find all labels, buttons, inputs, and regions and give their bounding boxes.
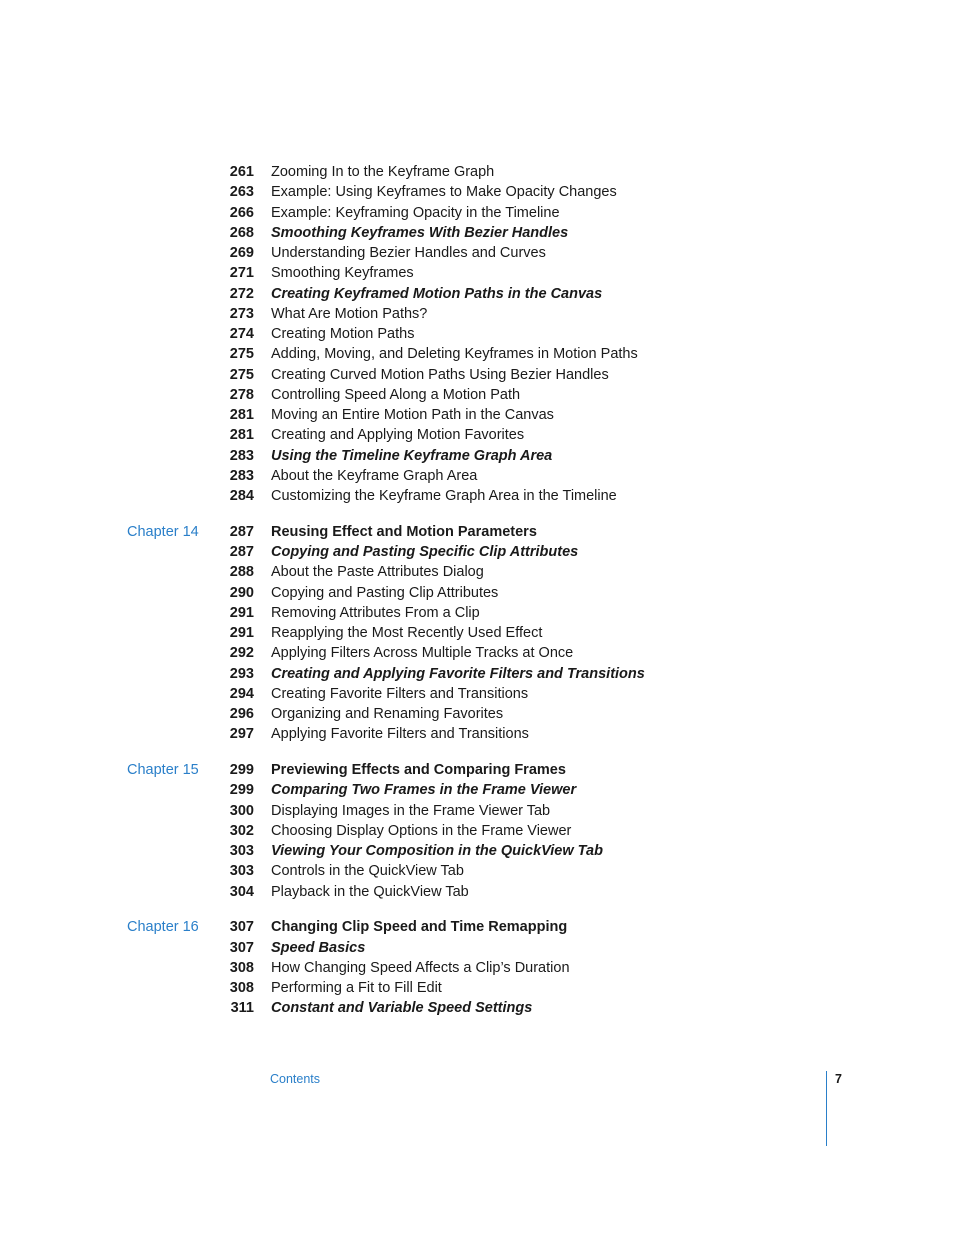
toc-entry-title: Choosing Display Options in the Frame Viewer — [271, 822, 572, 839]
toc-page-number: 287 — [229, 544, 254, 560]
toc-page-number: 307 — [229, 939, 254, 956]
toc-page-number: 299 — [229, 762, 254, 778]
toc-entry-title: Creating Keyframed Motion Paths in the Canvas — [271, 285, 603, 302]
toc-page-number: 304 — [229, 883, 254, 900]
toc-entry[interactable] — [0, 223, 954, 243]
toc-entry-title: Comparing Two Frames in the Frame Viewer — [271, 782, 577, 799]
group-spacer — [0, 506, 954, 522]
toc-entry-title: Creating Curved Motion Paths Using Bezier Handles — [271, 366, 609, 383]
toc-page-number: 275 — [229, 346, 254, 363]
toc-entry-title: Speed Basics — [271, 939, 366, 956]
toc-page-number: 283 — [229, 447, 254, 464]
toc-page-number: 290 — [229, 584, 254, 601]
toc-entry[interactable] — [0, 522, 954, 542]
toc-entry-title: Adding, Moving, and Deleting Keyframes in Motion Paths — [271, 346, 638, 363]
toc-entry-title: Controls in the QuickView Tab — [271, 863, 464, 880]
toc-page-number: 284 — [229, 488, 254, 504]
toc-entry-title: Reusing Effect and Motion Parameters — [271, 523, 537, 540]
toc-entry-title: Customizing the Keyframe Graph Area in the Timeline — [271, 488, 617, 504]
toc-entry[interactable] — [0, 583, 954, 603]
toc-entry[interactable] — [0, 998, 954, 1018]
toc-entry-title: Understanding Bezier Handles and Curves — [271, 245, 546, 261]
toc-entry-title: Performing a Fit to Fill Edit — [271, 980, 442, 996]
toc-entry[interactable] — [0, 324, 954, 344]
toc-page-number: 281 — [229, 407, 254, 423]
toc-entry[interactable] — [0, 542, 954, 562]
toc-entry-title: Organizing and Renaming Favorites — [271, 706, 504, 722]
toc-entry[interactable] — [0, 917, 954, 937]
toc-entry-title: Example: Keyframing Opacity in the Timeline — [271, 204, 560, 221]
toc-entry[interactable] — [0, 486, 954, 506]
toc-page-number: 299 — [229, 782, 254, 799]
toc-entry-title: Creating and Applying Favorite Filters and Transitions — [271, 665, 645, 682]
chapter-label: Chapter 15 — [127, 762, 199, 778]
toc-page-number: 278 — [229, 386, 254, 403]
toc-entry[interactable] — [0, 385, 954, 405]
toc-entry-title: Creating Favorite Filters and Transitions — [271, 685, 529, 702]
toc-page-number: 261 — [229, 164, 254, 180]
toc-page-number: 274 — [229, 326, 254, 342]
toc-entry[interactable] — [0, 623, 954, 643]
toc-entry[interactable] — [0, 405, 954, 425]
group-spacer — [0, 902, 954, 918]
table-of-contents — [0, 162, 954, 1019]
toc-page-number: 266 — [229, 204, 254, 221]
footer-divider — [826, 1071, 827, 1146]
toc-entry[interactable] — [0, 243, 954, 263]
chapter-label: Chapter 16 — [127, 919, 199, 936]
toc-entry-title: Creating Motion Paths — [271, 326, 415, 342]
toc-page-number: 268 — [229, 224, 254, 241]
toc-entry[interactable] — [0, 724, 954, 744]
toc-entry[interactable] — [0, 446, 954, 466]
toc-entry[interactable] — [0, 603, 954, 623]
toc-entry[interactable] — [0, 664, 954, 684]
toc-entry[interactable] — [0, 203, 954, 223]
toc-entry[interactable] — [0, 162, 954, 182]
toc-page-number: 303 — [229, 863, 254, 880]
toc-entry-title: Copying and Pasting Clip Attributes — [271, 584, 499, 601]
toc-entry[interactable] — [0, 684, 954, 704]
toc-page-number: 300 — [229, 802, 254, 819]
toc-entry-title: About the Keyframe Graph Area — [271, 467, 478, 484]
toc-entry[interactable] — [0, 182, 954, 202]
toc-entry[interactable] — [0, 466, 954, 486]
toc-entry-title: What Are Motion Paths? — [271, 305, 428, 322]
toc-entry-title: Removing Attributes From a Clip — [271, 604, 480, 621]
toc-entry[interactable] — [0, 938, 954, 958]
toc-page-number: 293 — [229, 665, 254, 682]
toc-page-number: 291 — [229, 604, 254, 621]
toc-entry[interactable] — [0, 861, 954, 881]
toc-page-number: 307 — [229, 919, 254, 936]
toc-page-number: 272 — [229, 285, 254, 302]
toc-entry[interactable] — [0, 801, 954, 821]
toc-entry[interactable] — [0, 365, 954, 385]
toc-entry-title: Displaying Images in the Frame Viewer Tab — [271, 802, 551, 819]
toc-page-number: 281 — [229, 427, 254, 444]
toc-entry[interactable] — [0, 882, 954, 902]
toc-entry[interactable] — [0, 344, 954, 364]
toc-page-number: 269 — [229, 245, 254, 261]
toc-entry-title: Changing Clip Speed and Time Remapping — [271, 919, 568, 936]
toc-entry[interactable] — [0, 304, 954, 324]
toc-entry-title: How Changing Speed Affects a Clip’s Duration — [271, 959, 570, 976]
toc-entry-title: Moving an Entire Motion Path in the Canvas — [271, 407, 554, 423]
toc-entry[interactable] — [0, 821, 954, 841]
toc-entry-title: Creating and Applying Motion Favorites — [271, 427, 525, 444]
toc-page-number: 303 — [229, 843, 254, 859]
toc-entry[interactable] — [0, 780, 954, 800]
toc-entry-title: Applying Favorite Filters and Transitions — [271, 726, 529, 743]
toc-entry-title: Example: Using Keyframes to Make Opacity Changes — [271, 184, 617, 201]
toc-entry-title: Smoothing Keyframes — [271, 265, 414, 282]
toc-entry-title: Viewing Your Composition in the QuickView Tab — [271, 843, 603, 859]
toc-entry-title: Applying Filters Across Multiple Tracks at Once — [271, 645, 574, 662]
toc-entry[interactable] — [0, 562, 954, 582]
toc-entry-title: Playback in the QuickView Tab — [271, 883, 469, 900]
toc-entry[interactable] — [0, 704, 954, 724]
toc-entry-title: Zooming In to the Keyframe Graph — [271, 164, 495, 180]
toc-entry-title: Constant and Variable Speed Settings — [271, 1000, 533, 1017]
toc-page-number: 311 — [230, 1000, 254, 1017]
toc-page-number: 294 — [229, 685, 254, 702]
toc-entry[interactable] — [0, 284, 954, 304]
toc-entry[interactable] — [0, 841, 954, 861]
toc-page-number: 263 — [229, 184, 254, 201]
toc-page-number: 273 — [229, 305, 254, 322]
toc-page-number: 308 — [229, 980, 254, 996]
toc-entry[interactable] — [0, 425, 954, 445]
toc-page-number: 287 — [229, 523, 254, 540]
toc-entry-title: Controlling Speed Along a Motion Path — [271, 386, 521, 403]
toc-page-number: 296 — [229, 706, 254, 722]
toc-entry-title: Using the Timeline Keyframe Graph Area — [271, 447, 553, 464]
toc-page-number: 283 — [229, 467, 254, 484]
toc-entry-title: About the Paste Attributes Dialog — [271, 564, 484, 581]
group-spacer — [0, 745, 954, 761]
toc-page-number: 302 — [229, 822, 254, 839]
toc-page-number: 297 — [229, 726, 254, 743]
toc-entry-title: Smoothing Keyframes With Bezier Handles — [271, 224, 569, 241]
toc-page-number: 291 — [229, 625, 254, 641]
toc-page-number: 271 — [229, 265, 254, 282]
toc-page-number: 288 — [229, 564, 254, 581]
toc-entry[interactable] — [0, 263, 954, 283]
toc-entry-title: Reapplying the Most Recently Used Effect — [271, 625, 543, 641]
toc-entry[interactable] — [0, 958, 954, 978]
toc-entry-title: Copying and Pasting Specific Clip Attributes — [271, 544, 579, 560]
toc-page-number: 275 — [229, 366, 254, 383]
toc-entry[interactable] — [0, 643, 954, 663]
page-number: 7 — [835, 1072, 842, 1086]
toc-entry[interactable] — [0, 978, 954, 998]
chapter-label: Chapter 14 — [127, 523, 199, 540]
toc-entry[interactable] — [0, 760, 954, 780]
toc-page-number: 292 — [229, 645, 254, 662]
footer-section-label: Contents — [270, 1072, 321, 1086]
toc-page-number: 308 — [229, 959, 254, 976]
toc-entry-title: Previewing Effects and Comparing Frames — [271, 762, 566, 778]
